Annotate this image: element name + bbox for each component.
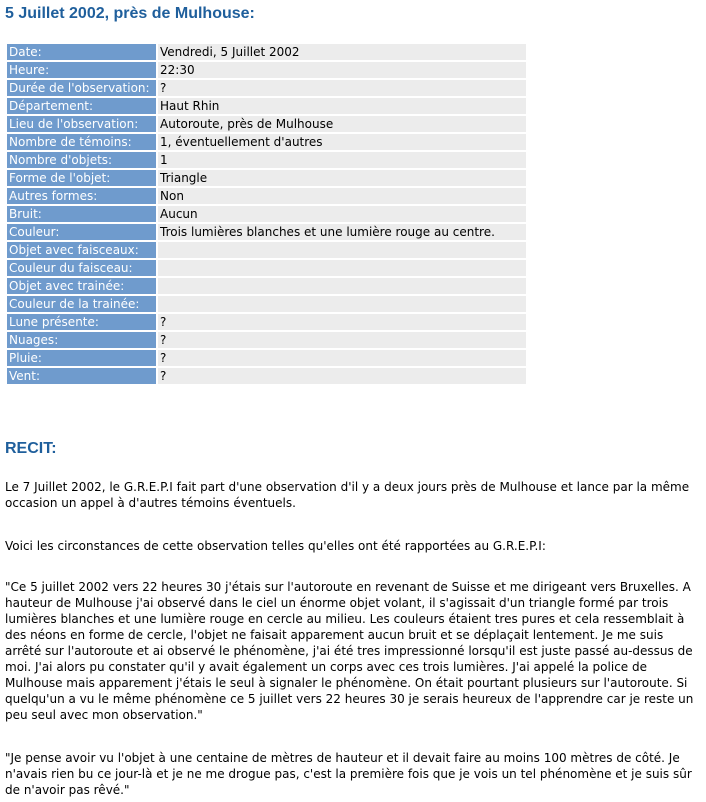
table-row [7,206,526,222]
observation-table [5,42,528,386]
table-row [7,260,526,276]
row-label-lieu: Lieu de l'observation: [7,116,156,132]
row-value-nombre-objets: 1 [158,152,526,168]
recit-title: RECIT: [5,440,57,457]
table-row [7,368,526,384]
row-value-nuages: ? [158,332,526,348]
row-value-lieu: Autoroute, près de Mulhouse [158,116,526,132]
row-value-couleur: Trois lumières blanches et une lumière rouge au centre. [158,224,526,240]
page-title: 5 Juillet 2002, près de Mulhouse: [5,5,255,22]
table-row [7,134,526,150]
row-label-nuages: Nuages: [7,332,156,348]
table-row [7,296,526,312]
table-row [7,188,526,204]
row-value-trainee [158,278,526,294]
row-value-forme: Triangle [158,170,526,186]
row-label-lune: Lune présente: [7,314,156,330]
table-row [7,44,526,60]
row-value-pluie: ? [158,350,526,366]
row-value-faisceaux [158,242,526,258]
row-value-temoins: 1, éventuellement d'autres [158,134,526,150]
row-label-forme: Forme de l'objet: [7,170,156,186]
recit-paragraph-conclusion: "Je pense avoir vu l'objet à une centaine de mètres de hauteur et il devait faire au moins 100 mètres de côté. Je n'avais rien bu ce jour-là et je ne me drogue pas, c'est la première fois que je vois un tel phénomène et je suis sûr de n'avoir pas rêvé." [5,751,692,797]
table-row [7,116,526,132]
table-row [7,80,526,96]
row-value-heure: 22:30 [158,62,526,78]
row-label-heure: Heure: [7,62,156,78]
recit-paragraph-temoignage: "Ce 5 juillet 2002 vers 22 heures 30 j'étais sur l'autoroute en revenant de Suisse et me dirigeant vers Bruxelles. A hauteur de Mulhouse j'ai observé dans le ciel un énorme objet volant, il s'agissait d'un triangle formé par trois lumières blanches et une lumière rouge en cercle au milieu. Les couleurs étaient tres pures et cela ressemblait à des néons en forme de cercle, l'objet ne faisait apparement aucun bruit et se déplaçait lentement. Je me suis arrêté sur l'autoroute et ai observé le phénomène, j'ai été tres impressionné lorsqu'il est juste passé au-dessus de moi. J'ai alors pu constater qu'il y avait également un corps avec ces trois lumières. J'ai appelé la police de Mulhouse mais apparement j'étais le seul à signaler le phénomène. On était pourtant plusieurs sur l'autoroute. Si quelqu'un a vu le même phénomène ce 5 juillet vers 22 heures 30 je serais heureux de l'apprendre car je reste un peu seul avec mon observation." [5,580,694,722]
table-row [7,242,526,258]
row-label-faisceaux: Objet avec faisceaux: [7,242,156,258]
row-value-date: Vendredi, 5 Juillet 2002 [158,44,526,60]
table-row [7,152,526,168]
table-row [7,278,526,294]
table-row [7,314,526,330]
row-label-couleur-faisceau: Couleur du faisceau: [7,260,156,276]
table-row [7,98,526,114]
row-label-pluie: Pluie: [7,350,156,366]
row-label-couleur-trainee: Couleur de la trainée: [7,296,156,312]
recit-paragraph-circonstances: Voici les circonstances de cette observation telles qu'elles ont été rapportées au G.R.E.P.I: [5,539,546,553]
row-label-couleur: Couleur: [7,224,156,240]
table-row [7,170,526,186]
row-value-duree: ? [158,80,526,96]
row-label-trainee: Objet avec trainée: [7,278,156,294]
row-label-temoins: Nombre de témoins: [7,134,156,150]
row-value-autres-formes: Non [158,188,526,204]
recit-paragraph-intro: Le 7 Juillet 2002, le G.R.E.P.I fait part d'une observation d'il y a deux jours près de Mulhouse et lance par la même occasion un appel à d'autres témoins éventuels. [5,480,690,510]
row-label-departement: Département: [7,98,156,114]
row-value-departement: Haut Rhin [158,98,526,114]
row-value-couleur-faisceau [158,260,526,276]
row-label-duree: Durée de l'observation: [7,80,156,96]
row-label-autres-formes: Autres formes: [7,188,156,204]
row-label-date: Date: [7,44,156,60]
row-label-bruit: Bruit: [7,206,156,222]
table-row [7,224,526,240]
table-row [7,62,526,78]
row-label-vent: Vent: [7,368,156,384]
table-row [7,332,526,348]
row-value-lune: ? [158,314,526,330]
table-row [7,350,526,366]
row-value-bruit: Aucun [158,206,526,222]
row-value-couleur-trainee [158,296,526,312]
row-label-nombre-objets: Nombre d'objets: [7,152,156,168]
row-value-vent: ? [158,368,526,384]
